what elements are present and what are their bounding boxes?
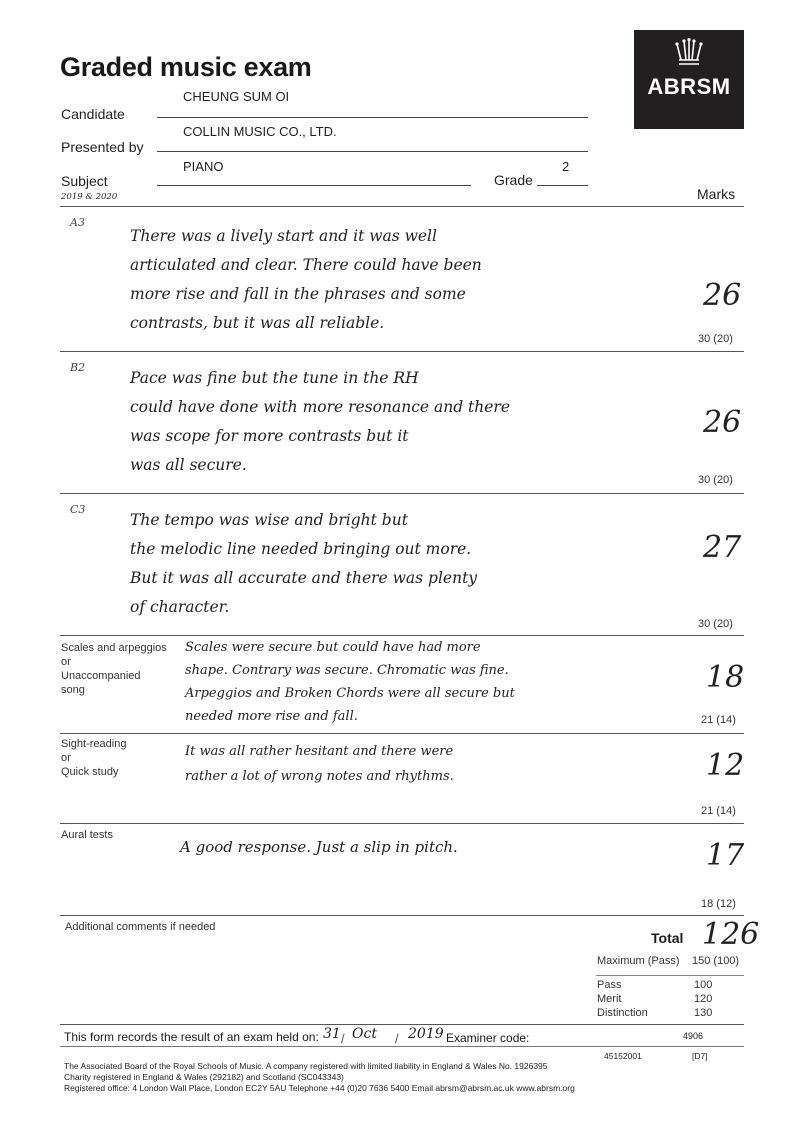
- pass-label: Pass: [597, 979, 622, 991]
- section-label: Sight-reading or Quick study: [61, 738, 127, 778]
- distinction-label: Distinction: [597, 1007, 648, 1019]
- distinction-value: 130: [694, 1007, 713, 1019]
- examiner-label: Examiner code:: [446, 1031, 530, 1045]
- section-comment: Scales were secure but could have had more shape. Contrary was secure. Chromatic was fine. Arpeggios and Broken Chords were all secure but needed more rise and fall.: [185, 640, 515, 724]
- examiner-code: 4906: [683, 1031, 704, 1041]
- reference-code: [D7]: [692, 1051, 708, 1061]
- crown-icon: [673, 38, 705, 66]
- record-text: This form records the result of an exam held on:: [64, 1030, 319, 1044]
- subject-value: PIANO: [183, 159, 224, 174]
- merit-value: 120: [694, 993, 713, 1005]
- presented-by-value: COLLIN MUSIC CO., LTD.: [183, 124, 337, 139]
- legal-line: Registered office: 4 London Wall Place, London EC2Y 5AU Telephone +44 (0)20 7636 5400 Email abrsm@abrsm.ac.uk www.abrsm.org: [64, 1083, 575, 1093]
- merit-label: Merit: [597, 993, 622, 1005]
- section-max: 30 (20): [698, 618, 733, 630]
- section-mark: 17: [706, 838, 745, 873]
- pass-value: 100: [694, 979, 713, 991]
- presented-by-label: Presented by: [61, 139, 144, 155]
- section-max: 30 (20): [698, 474, 733, 486]
- maximum-label: Maximum (Pass): [597, 955, 680, 967]
- section-comment: It was all rather hesitant and there were rather a lot of wrong notes and rhythms.: [185, 744, 454, 784]
- additional-comments-label: Additional comments if needed: [65, 921, 216, 933]
- section-label: Scales and arpeggios or Unaccompanied song: [61, 642, 167, 696]
- grade-value: 2: [562, 159, 570, 174]
- subject-label: Subject: [61, 173, 108, 189]
- section-max: 30 (20): [698, 333, 733, 345]
- section-mark: 26: [703, 405, 742, 440]
- section-mark: 26: [703, 278, 742, 313]
- abrsm-logo: [634, 30, 744, 129]
- legal-line: The Associated Board of the Royal Schools of Music. A company registered with limited liability in England & Wales No. 1926395: [64, 1061, 548, 1071]
- section-code: A3: [70, 216, 85, 229]
- exam-day: 31: [323, 1026, 341, 1042]
- section-code: C3: [70, 503, 86, 516]
- section-mark: 27: [703, 530, 742, 565]
- page-title: Graded music exam: [60, 52, 312, 82]
- exam-year: 2019: [408, 1026, 444, 1042]
- section-label: Aural tests: [61, 829, 113, 841]
- section-code: B2: [70, 361, 86, 374]
- reference-number: 45152001: [604, 1051, 642, 1061]
- grade-label: Grade: [494, 172, 533, 188]
- legal-line: Charity registered in England & Wales (292182) and Scotland (SC043343): [64, 1072, 344, 1082]
- subject-note: 2019 & 2020: [61, 192, 118, 202]
- section-mark: 18: [706, 660, 745, 695]
- candidate-label: Candidate: [61, 106, 125, 122]
- section-comment: There was a lively start and it was well articulated and clear. There could have been more rise and fall in the phrases and some contrasts, but it was all reliable.: [130, 227, 482, 332]
- section-comment: A good response. Just a slip in pitch.: [180, 838, 458, 856]
- section-max: 18 (12): [701, 898, 736, 910]
- candidate-value: CHEUNG SUM OI: [183, 89, 290, 104]
- total-label: Total: [651, 930, 684, 946]
- section-max: 21 (14): [701, 805, 736, 817]
- exam-month: Oct: [352, 1026, 377, 1042]
- section-max: 21 (14): [701, 714, 736, 726]
- section-comment: The tempo was wise and bright but the melodic line needed bringing out more. But it was all accurate and there was plenty of character.: [130, 511, 478, 616]
- section-comment: Pace was fine but the tune in the RH could have done with more resonance and there was scope for more contrasts but it was all secure.: [130, 369, 511, 474]
- section-mark: 12: [706, 748, 745, 783]
- maximum-value: 150 (100): [692, 955, 740, 967]
- marks-label: Marks: [697, 186, 736, 202]
- total-value: 126: [702, 917, 760, 952]
- logo-text: ABRSM: [647, 74, 731, 99]
